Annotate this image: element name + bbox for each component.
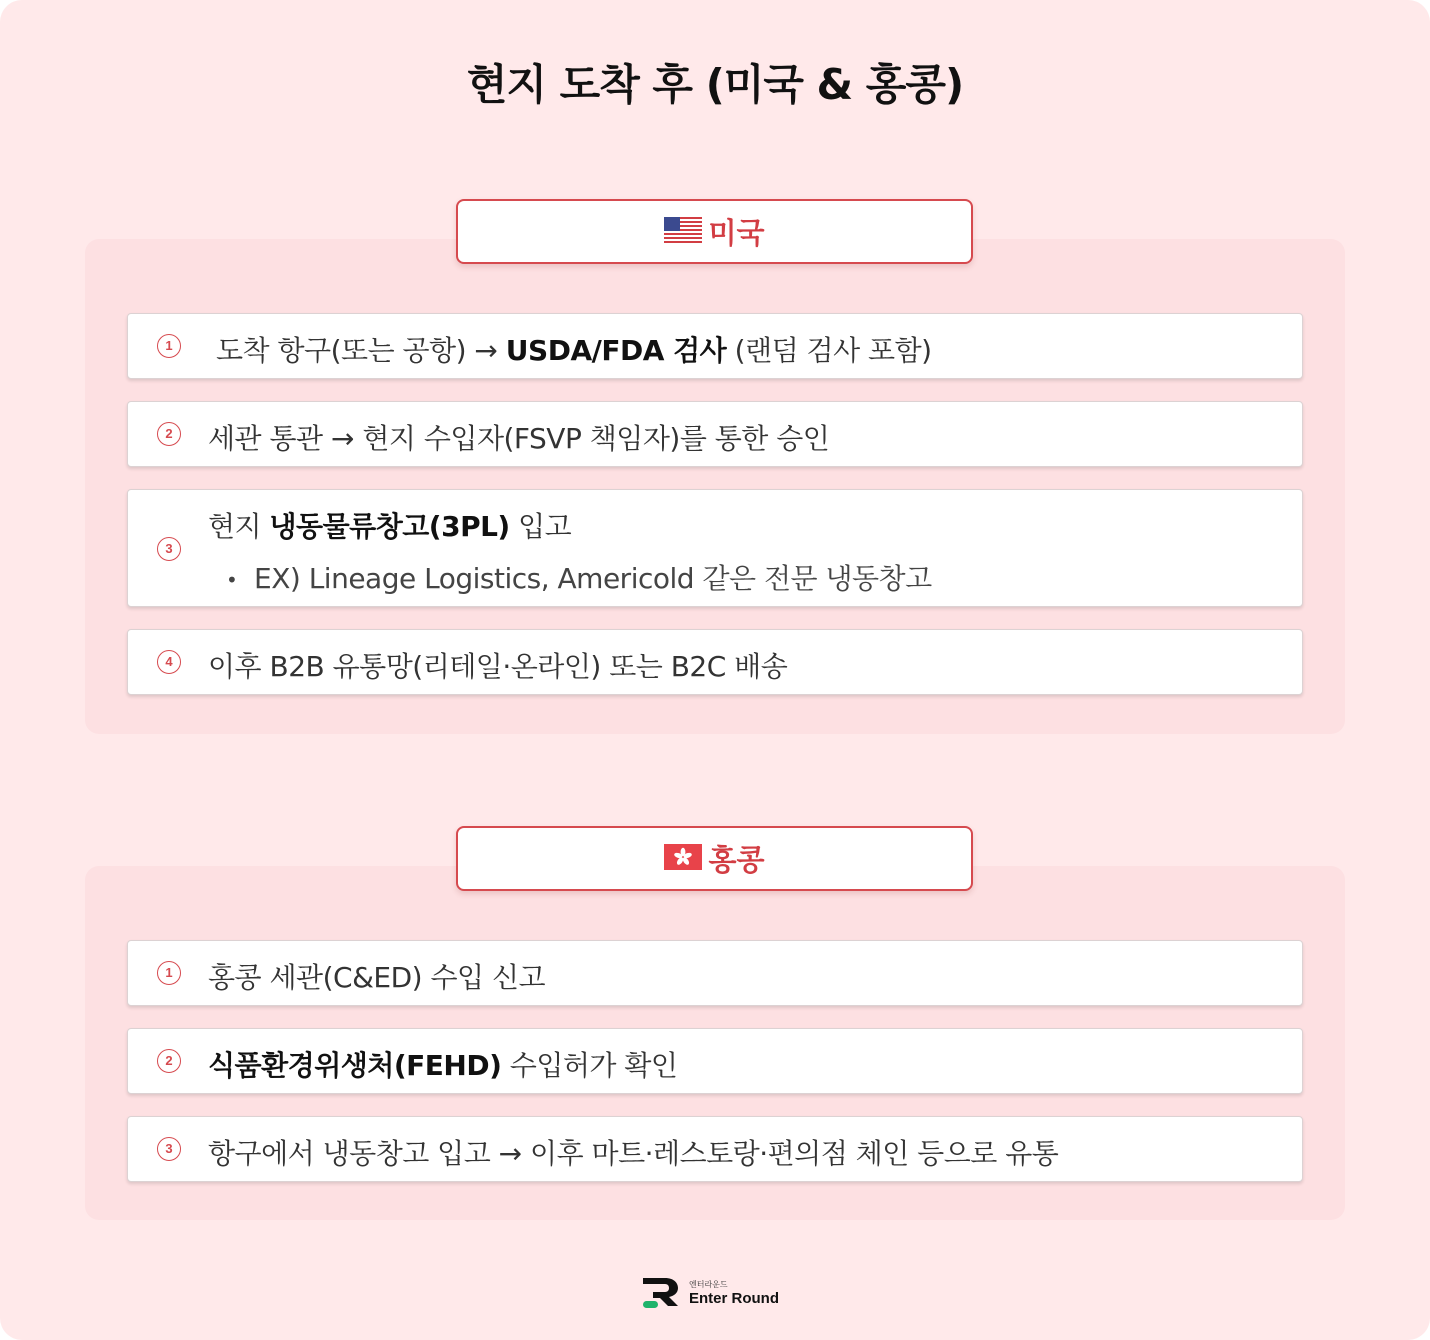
us-step-2 [127, 401, 1303, 467]
step-number-badge: 2 [157, 1049, 181, 1073]
hk-step-3-text: 항구에서 냉동창고 입고 → 이후 마트·레스토랑·편의점 체인 등으로 유통 [208, 1137, 1059, 1170]
hk-step-1 [127, 940, 1303, 1006]
us-step-4 [127, 629, 1303, 695]
us-step-2-text: 세관 통관 → 현지 수입자(FSVP 책임자)를 통한 승인 [208, 422, 830, 455]
step-number-badge: 4 [157, 650, 181, 674]
hong-kong-flag-icon [664, 844, 702, 874]
step-number-badge: 1 [157, 334, 181, 358]
us-section-header [456, 199, 973, 264]
step-number-badge: 3 [157, 1137, 181, 1161]
hong-kong-section-label: 홍콩 [708, 843, 765, 877]
step-number-badge: 1 [157, 961, 181, 985]
step-number-badge: 3 [157, 537, 181, 561]
page-title: 현지 도착 후 (미국 & 홍콩) [466, 60, 964, 109]
logo-korean-name: 엔터라운드 [689, 1279, 728, 1289]
enter-round-logo-text [689, 1280, 779, 1307]
us-step-1-text: 도착 항구(또는 공항) → USDA/FDA 검사 (랜덤 검사 포함) [216, 334, 932, 367]
hk-step-2-text: 식품환경위생처(FEHD) 수입허가 확인 [208, 1049, 678, 1082]
us-step-1 [127, 313, 1303, 379]
us-section-label: 미국 [708, 216, 765, 250]
hk-step-3 [127, 1116, 1303, 1182]
hk-step-2 [127, 1028, 1303, 1094]
us-step-3-example: • EX) Lineage Logistics, Americold 같은 전문 냉동창고 [226, 562, 932, 595]
us-step-4-text: 이후 B2B 유통망(리테일·온라인) 또는 B2C 배송 [208, 650, 788, 683]
hk-step-1-text: 홍콩 세관(C&ED) 수입 신고 [208, 961, 546, 994]
bullet-icon: • [226, 568, 238, 592]
enter-round-logo-icon [641, 1276, 681, 1310]
us-step-3-text: 현지 냉동물류창고(3PL) 입고 [208, 510, 572, 543]
us-step-3 [127, 489, 1303, 607]
us-flag-icon [664, 217, 702, 247]
logo-english-name: Enter Round [689, 1289, 779, 1307]
step-number-badge: 2 [157, 422, 181, 446]
enter-round-logo [641, 1276, 779, 1310]
hong-kong-section-header [456, 826, 973, 891]
